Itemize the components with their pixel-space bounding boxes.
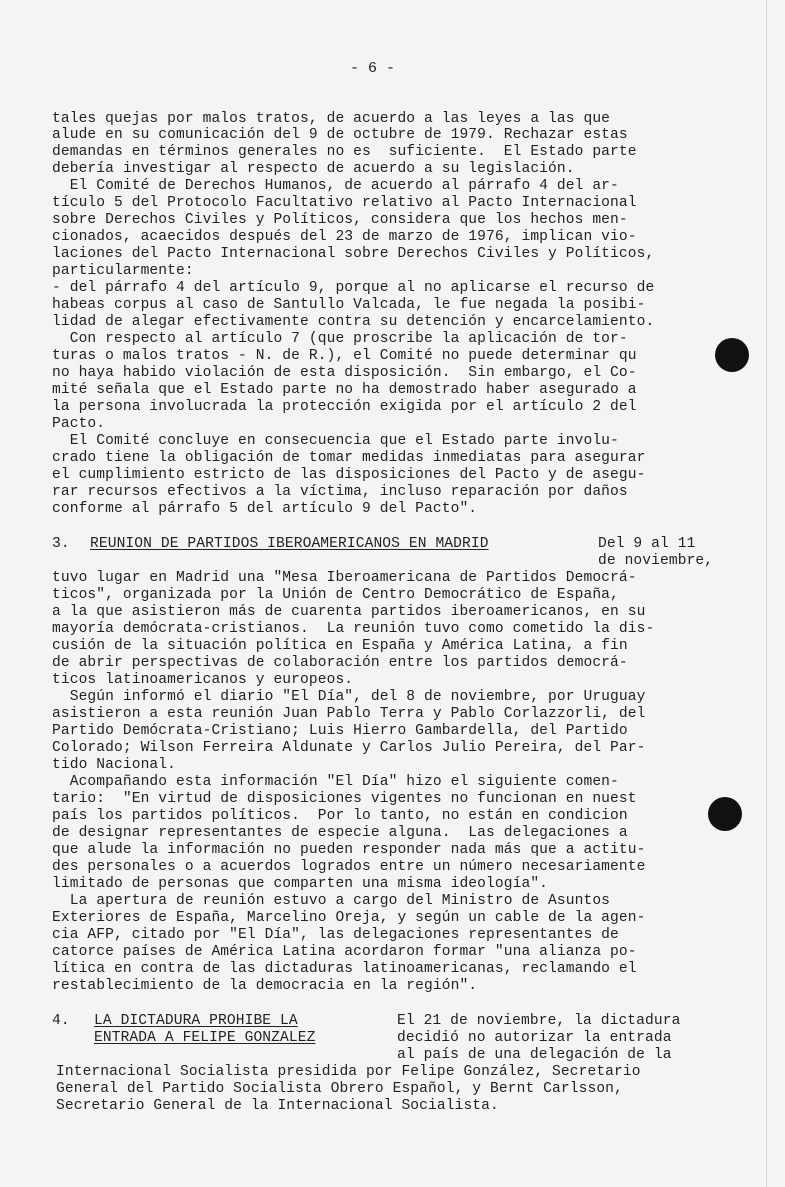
text-line: alude en su comunicación del 9 de octubre de 1979. Rechazar estas — [52, 127, 628, 143]
text-line: el cumplimiento estricto de las disposiciones del Pacto y de asegu- — [52, 467, 646, 483]
page-edge — [766, 0, 767, 1187]
text-line: no haya habido violación de esta disposición. Sin embargo, el Co- — [52, 365, 637, 381]
text-line: Exteriores de España, Marcelino Oreja, y según un cable de la agen- — [52, 910, 646, 926]
text-line: habeas corpus al caso de Santullo Valcada, le fue negada la posibi- — [52, 297, 646, 313]
text-line: lidad de alegar efectivamente contra su detención y encarcelamiento. — [52, 314, 655, 330]
text-line: decidió no autorizar la entrada — [397, 1030, 672, 1046]
text-line: conforme al párrafo 5 del artículo 9 del Pacto". — [52, 501, 478, 517]
text-line: mité señala que el Estado parte no ha demostrado haber asegurado a — [52, 382, 637, 398]
text-line: El 21 de noviembre, la dictadura — [397, 1013, 681, 1029]
text-line: General del Partido Socialista Obrero Español, y Bernt Carlsson, — [56, 1081, 623, 1097]
text-line: debería investigar al respecto de acuerdo a su legislación. — [52, 161, 575, 177]
section-heading: ENTRADA A FELIPE GONZALEZ — [94, 1030, 316, 1046]
text-line: turas o malos tratos - N. de R.), el Comité no puede determinar qu — [52, 348, 637, 364]
section-date-line: Del 9 al 11 — [598, 536, 696, 552]
text-line: des personales o a acuerdos logrados entre un número necesariamente — [52, 859, 646, 875]
text-line: tario: "En virtud de disposiciones vigentes no funcionan en nuest — [52, 791, 637, 807]
text-line: restablecimiento de la democracia en la región". — [52, 978, 478, 994]
text-line: tuvo lugar en Madrid una "Mesa Iberoamericana de Partidos Democrá- — [52, 570, 637, 586]
text-line: cusión de la situación política en España y América Latina, a fin — [52, 638, 628, 654]
text-line: tales quejas por malos tratos, de acuerdo a las leyes a las que — [52, 111, 611, 127]
section-number: 4. — [52, 1013, 70, 1029]
text-line: Con respecto al artículo 7 (que proscribe la aplicación de tor- — [52, 331, 628, 347]
text-line: laciones del Pacto Internacional sobre Derechos Civiles y Políticos, — [52, 246, 655, 262]
text-line: sobre Derechos Civiles y Políticos, considera que los hechos men- — [52, 212, 628, 228]
text-line: mayoría demócrata-cristianos. La reunión tuvo como cometido la dis- — [52, 621, 655, 637]
text-line: la persona involucrada la protección exigida por el artículo 2 del — [52, 399, 637, 415]
text-line: particularmente: — [52, 263, 194, 279]
text-line: El Comité de Derechos Humanos, de acuerdo al párrafo 4 del ar- — [52, 178, 619, 194]
text-line: cionados, acaecidos después del 23 de marzo de 1976, implican vio- — [52, 229, 637, 245]
text-line: demandas en términos generales no es suficiente. El Estado parte — [52, 144, 637, 160]
text-line: ticos latinoamericanos y europeos. — [52, 672, 354, 688]
text-line: catorce países de América Latina acordaron formar "una alianza po- — [52, 944, 637, 960]
text-line: a la que asistieron más de cuarenta partidos iberoamericanos, en su — [52, 604, 646, 620]
text-line: limitado de personas que comparten una misma ideología". — [52, 876, 549, 892]
text-line: asistieron a esta reunión Juan Pablo Terra y Pablo Corlazzorli, del — [52, 706, 646, 722]
text-line: tículo 5 del Protocolo Facultativo relativo al Pacto Internacional — [52, 195, 637, 211]
text-line: Según informó el diario "El Día", del 8 de noviembre, por Uruguay — [52, 689, 646, 705]
page-number: - 6 - — [350, 60, 396, 77]
section-heading: REUNION DE PARTIDOS IBEROAMERICANOS EN MADRID — [90, 536, 489, 552]
text-line: Internacional Socialista presidida por Felipe González, Secretario — [56, 1064, 641, 1080]
section-number: 3. — [52, 536, 70, 552]
text-line: rar recursos efectivos a la víctima, incluso reparación por daños — [52, 484, 628, 500]
text-line: La apertura de reunión estuvo a cargo del Ministro de Asuntos — [52, 893, 611, 909]
text-line: Secretario General de la Internacional Socialista. — [56, 1098, 499, 1114]
text-line: lítica en contra de las dictaduras latinoamericanas, reclamando el — [52, 961, 637, 977]
text-line: que alude la información no pueden responder nada más que a actitu- — [52, 842, 646, 858]
text-line: Colorado; Wilson Ferreira Aldunate y Carlos Julio Pereira, del Par- — [52, 740, 646, 756]
section-heading: LA DICTADURA PROHIBE LA — [94, 1013, 298, 1029]
text-line: de abrir perspectivas de colaboración entre los partidos democrá- — [52, 655, 628, 671]
text-line: ticos", organizada por la Unión de Centro Democrático de España, — [52, 587, 619, 603]
text-line: El Comité concluye en consecuencia que el Estado parte involu- — [52, 433, 619, 449]
text-line: tido Nacional. — [52, 757, 177, 773]
text-line: país los partidos políticos. Por lo tanto, no están en condicion — [52, 808, 628, 824]
text-line: Pacto. — [52, 416, 106, 432]
text-line: al país de una delegación de la — [397, 1047, 672, 1063]
text-line: cia AFP, citado por "El Día", las delegaciones representantes de — [52, 927, 619, 943]
text-line: Acompañando esta información "El Día" hizo el siguiente comen- — [52, 774, 619, 790]
text-line: crado tiene la obligación de tomar medidas inmediatas para asegurar — [52, 450, 646, 466]
punch-hole — [715, 338, 749, 372]
text-line: - del párrafo 4 del artículo 9, porque al no aplicarse el recurso de — [52, 280, 655, 296]
section-date-line: de noviembre, — [598, 553, 714, 569]
text-line: Partido Demócrata-Cristiano; Luis Hierro Gambardella, del Partido — [52, 723, 628, 739]
text-line: de designar representantes de especie alguna. Las delegaciones a — [52, 825, 628, 841]
punch-hole — [708, 797, 742, 831]
